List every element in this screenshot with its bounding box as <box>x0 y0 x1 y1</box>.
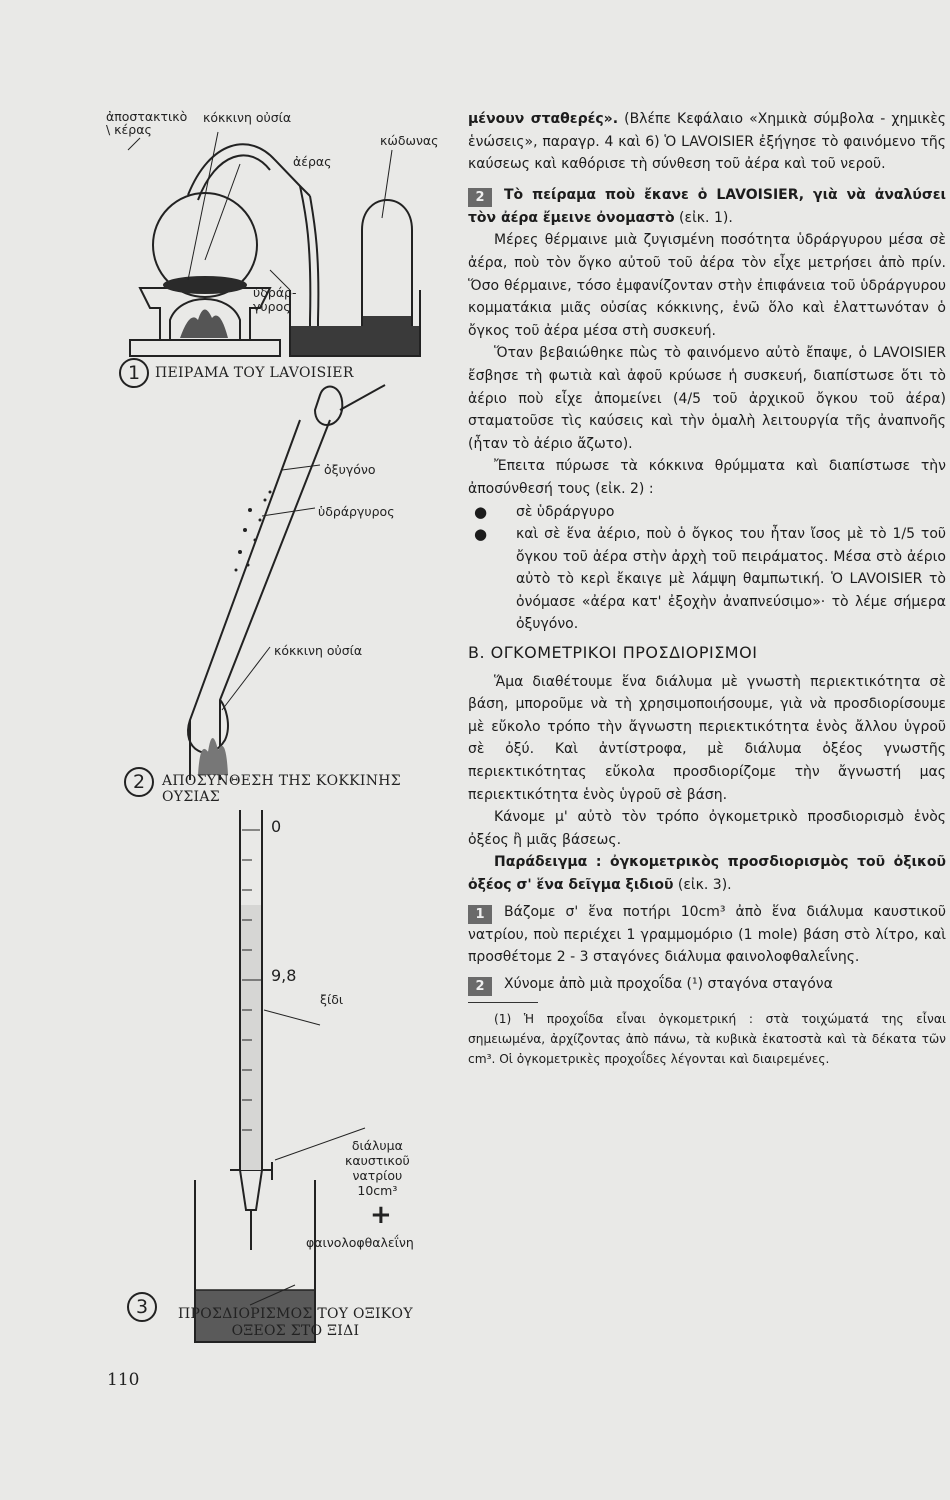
bullet-dot: ● <box>474 525 488 544</box>
text-column <box>468 108 946 1069</box>
figure-caption-2: ΑΠΟΣΥΝΘΕΣΗ ΤΗΣ ΚΟΚΚΙΝΗΣ ΟΥΣΙΑΣ <box>162 773 401 805</box>
figure-caption-3: ΠΡΟΣΔΙΟΡΙΣΜΟΣ ΤΟΥ ΟΞΙΚΟΥ ΟΞΕΟΣ ΣΤΟ ΞΙΔΙ <box>178 1306 413 1339</box>
paragraph-example <box>468 851 946 896</box>
label-red-substance-1: κόκκινη οὐσία <box>203 110 292 125</box>
bullet-text: καὶ σὲ ἕνα ἀέριο, ποὺ ὁ ὄγκος του ἦταν ἴσος μὲ τὸ 1/5 τοῦ ὄγκου τοῦ ἀέρα στὴν ἀρχὴ τοῦ πειράματος. Μέσα στὸ ἀέριο αὐτὸ τὸ κερὶ ἔκαιγε μὲ λάμψη θαμπωτική. Ὁ LAVOISIER τὸ ὀνόμασε «ἀέρα κατ' ἐξοχὴν ἀναπνεύσιμο»· τὸ λέμε σήμερα ὀξυγόνο. <box>516 526 946 633</box>
lavoisier-apparatus-drawing <box>100 120 460 360</box>
step-2 <box>468 973 946 996</box>
step-badge-2: 2 <box>468 188 492 207</box>
label-zero: 0 <box>271 817 282 836</box>
step-1-text: Βάζομε σ' ἕνα ποτήρι 10cm³ ἀπὸ ἕνα διάλυμα καυστικοῦ νατρίου, ποὺ περιέχει 1 γραμμομόριο (1 mole) βάση στὸ λίτρο, καὶ προσθέτομε 2 - 3 σταγόνες διάλυμα φαινολοφθαλεΐνης. <box>468 903 946 966</box>
label-vinegar: ξίδι <box>320 992 344 1007</box>
footnote: (1) Ἡ προχοΐδα εἶναι ὀγκομετρική : στὰ τοιχώματά της εἶναι σημειωμένα, ἀρχίζοντας ἀπὸ πάνω, τὰ κυβικὰ ἑκατοστὰ καὶ τὰ δέκατα τῶν cm³. Οἱ ὀγκομετρικὲς προχοΐδες λέγονται καὶ διαιρεμένες. <box>468 1011 946 1066</box>
label-retort: ἀποστακτικὸ \ κέρας <box>106 109 188 137</box>
figure-caption-1: ΠΕΙΡΑΜΑ ΤΟΥ LAVOISIER <box>155 365 354 381</box>
paragraph-solution: Ἅμα διαθέτουμε ἕνα διάλυμα μὲ γνωστὴ περιεκτικότητα σὲ βάση, μποροῦμε νὰ τὴ χρησιμοποιήσουμε, γιὰ νὰ προσδιορίσουμε μὲ εὔκολο τρόπο τὴν ἄγνωστη περιεκτικότητα ἑνὸς ἄλλου ὑγροῦ σὲ ὀξύ. Καὶ ἀντίστροφα, μὲ διάλυμα ὀξέος γνωστῆς περιεκτικότητας εὔκολα προσδιορίζομε τὴν ἄγνωστή μας περιεκτικότητα ἑνὸς ὑγροῦ σὲ βάση. <box>468 673 946 803</box>
label-mercury-1: ὑδράρ- γυρος <box>253 285 297 314</box>
label-air: ἀέρας <box>293 154 332 169</box>
step-1 <box>468 901 946 969</box>
heading-ref: (εἰκ. 1). <box>674 209 733 226</box>
page-number: 110 <box>107 1370 140 1390</box>
footnote-divider <box>468 1002 538 1003</box>
bullet-oxygen <box>468 523 946 636</box>
step-2-text: Χύνομε ἀπὸ μιὰ προχοΐδα (¹) σταγόνα σταγόνα <box>504 975 833 992</box>
bullet-text: σὲ ὑδράργυρο <box>516 503 615 520</box>
titration-apparatus-drawing <box>180 790 380 1350</box>
bullet-mercury <box>468 501 946 524</box>
step-badge-2b: 2 <box>468 977 492 996</box>
bullet-dot: ● <box>474 502 488 521</box>
section-heading-b: Β. ΟΓΚΟΜΕΤΡΙΚΟΙ ΠΡΟΣΔΙΟΡΙΣΜΟΙ <box>468 643 758 663</box>
label-mercury-2: ὑδράργυρος <box>318 504 395 519</box>
intro-text: (Βλέπε Κεφάλαιο «Χημικὰ σύμβολα - χημικὲς ἑνώσεις», παραγρ. 4 καὶ 6) Ὁ LAVOISIER ἐξήγησε τὸ φαινόμενο τῆς καύσεως καὶ καθόρισε τὴ σύνθεση τοῦ ἀέρα καὶ τοῦ νεροῦ. <box>468 111 946 173</box>
figure-number-3: 3 <box>127 1292 157 1322</box>
paragraph-heating: Μέρες θέρμαινε μιὰ ζυγισμένη ποσότητα ὑδράργυρου μέσα σὲ ἀέρα, ποὺ τὸν ὄγκο αὐτοῦ τοῦ ἀέρα τὸν εἶχε μετρήσει ἀπὸ πρίν. Ὅσο θέρμαινε, τόσο ἐμφανίζονταν στὴν ἐπιφάνεια τοῦ ὑδράργυρου κομματάκια μιᾶς οὐσίας κόκκινης, ἐνῶ ὅλο καὶ ἐλαττωνόταν ὁ ὄγκος τοῦ ἀέρα μέσα στὴ συσκευή. <box>468 232 946 339</box>
paragraph-intro <box>468 108 946 176</box>
paragraph-nitrogen: Ὅταν βεβαιώθηκε πὼς τὸ φαινόμενο αὐτὸ ἔπαψε, ὁ LAVOISIER ἔσβησε τὴ φωτιὰ καὶ ἀφοῦ κρύωσε ἡ συσκευή, διαπίστωσε ὅτι τὸ ἀέριο ποὺ εἶχε ἀπομείνει (4/5 τοῦ ἀρχικοῦ ὄγκου τοῦ ἀέρα) σταματοῦσε τὶς καύσεις καὶ τὴν ὁμαλὴ λειτουργία τῆς ἀναπνοῆς (ἦταν τὸ ἀέριο ἄζωτο). <box>468 345 946 452</box>
label-burette-reading: 9,8 <box>271 966 297 985</box>
label-phenolphthalein: φαινολοφθαλεΐνη <box>306 1235 414 1250</box>
paragraph-titration: Κάνομε μ' αὐτὸ τὸν τρόπο ὀγκομετρικὸ προσδιορισμὸ ἑνὸς ὀξέος ἢ μιᾶς βάσεως. <box>468 809 946 848</box>
intro-bold: μένουν σταθερές». <box>468 111 619 127</box>
label-oxygen: ὀξυγόνο <box>324 462 376 477</box>
decomposition-apparatus-drawing <box>170 380 430 800</box>
paragraph-decomposition: Ἔπειτα πύρωσε τὰ κόκκινα θρύμματα καὶ διαπίστωσε τὴν ἀποσύνθεσή τους (εἰκ. 2) : <box>468 458 946 497</box>
label-naoh-solution: διάλυμα καυστικοῦ νατρίου 10cm³ <box>345 1138 410 1198</box>
label-plus: + <box>370 1200 392 1230</box>
label-red-substance-2: κόκκινη οὐσία <box>274 643 363 658</box>
figure-number-1: 1 <box>119 358 149 388</box>
step-badge-1: 1 <box>468 905 492 924</box>
example-bold: Παράδειγμα : ὀγκομετρικὸς προσδιορισμὸς τοῦ ὀξικοῦ ὀξέος σ' ἕνα δεῖγμα ξιδιοῦ <box>468 854 946 893</box>
heading-lavoisier-experiment <box>468 184 946 230</box>
heading-text: Τὸ πείραμα ποὺ ἔκανε ὁ LAVOISIER, γιὰ νὰ ἀναλύσει τὸν ἀέρα ἔμεινε ὀνομαστὸ <box>468 186 946 226</box>
figure-number-2: 2 <box>124 767 154 797</box>
label-bell-jar: κώδωνας <box>380 133 439 148</box>
example-ref: (εἰκ. 3). <box>673 877 732 893</box>
